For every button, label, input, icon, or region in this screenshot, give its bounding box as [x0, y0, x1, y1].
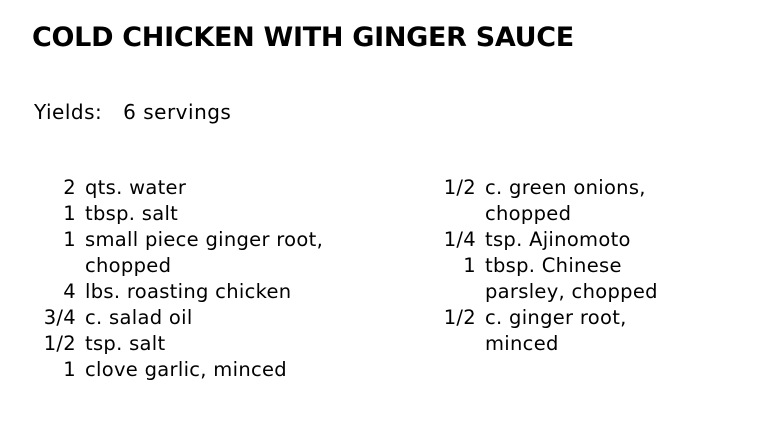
ingredients-column-right: [434, 175, 754, 357]
ingredient-text: [476, 227, 754, 253]
ingredient-item: [434, 227, 754, 253]
ingredient-text-line: c. green onions,: [485, 176, 646, 199]
ingredient-text-line: tbsp. salt: [85, 202, 179, 225]
ingredient-text: [76, 357, 434, 383]
ingredient-text-line: tsp. salt: [85, 332, 166, 355]
ingredient-text-line: tsp. Ajinomoto: [485, 228, 631, 251]
ingredient-amount: 1: [63, 228, 76, 251]
ingredient-text: [76, 175, 434, 201]
yields-label: Yields:: [34, 100, 103, 124]
ingredient-amount: 3/4: [43, 306, 76, 329]
ingredient-item: [34, 227, 434, 279]
ingredient-amount: 1/2: [443, 176, 476, 199]
ingredient-amount: 1/4: [443, 228, 476, 251]
ingredient-amount: 1/2: [43, 332, 76, 355]
ingredient-amount: 4: [63, 280, 76, 303]
ingredient-amount: 2: [63, 176, 76, 199]
ingredient-text: [76, 331, 434, 357]
yields-value: 6 servings: [123, 100, 232, 124]
ingredients-column-left: [34, 175, 434, 383]
ingredient-item: [434, 305, 754, 357]
ingredient-text-continuation: chopped: [85, 254, 172, 277]
ingredient-item: [34, 279, 434, 305]
ingredient-item: [34, 331, 434, 357]
yields-line: [34, 100, 231, 124]
ingredient-item: [34, 201, 434, 227]
page-title: COLD CHICKEN WITH GINGER SAUCE: [32, 22, 574, 53]
ingredient-item: [434, 253, 754, 305]
ingredient-text: [76, 279, 434, 305]
ingredient-text-line: c. salad oil: [85, 306, 193, 329]
ingredient-amount: 1: [463, 254, 476, 277]
ingredient-item: [434, 175, 754, 227]
ingredient-amount: 1: [63, 358, 76, 381]
ingredient-amount: 1: [63, 202, 76, 225]
ingredient-item: [34, 305, 434, 331]
ingredient-text-line: qts. water: [85, 176, 187, 199]
ingredient-text-line: clove garlic, minced: [85, 358, 287, 381]
ingredient-item: [34, 357, 434, 383]
ingredient-text: [76, 227, 434, 279]
ingredient-text-continuation: minced: [485, 332, 559, 355]
ingredient-text-line: c. ginger root,: [485, 306, 627, 329]
ingredient-text-line: tbsp. Chinese: [485, 254, 622, 277]
ingredient-text: [76, 201, 434, 227]
ingredient-text-continuation: chopped: [485, 202, 572, 225]
ingredient-text-continuation: parsley, chopped: [485, 280, 658, 303]
ingredient-text: [76, 305, 434, 331]
ingredient-item: [34, 175, 434, 201]
ingredient-amount: 1/2: [443, 306, 476, 329]
ingredient-text-line: small piece ginger root,: [85, 228, 324, 251]
ingredient-text: [476, 305, 754, 357]
ingredient-text-line: lbs. roasting chicken: [85, 280, 292, 303]
ingredient-text: [476, 253, 754, 305]
ingredient-text: [476, 175, 754, 227]
